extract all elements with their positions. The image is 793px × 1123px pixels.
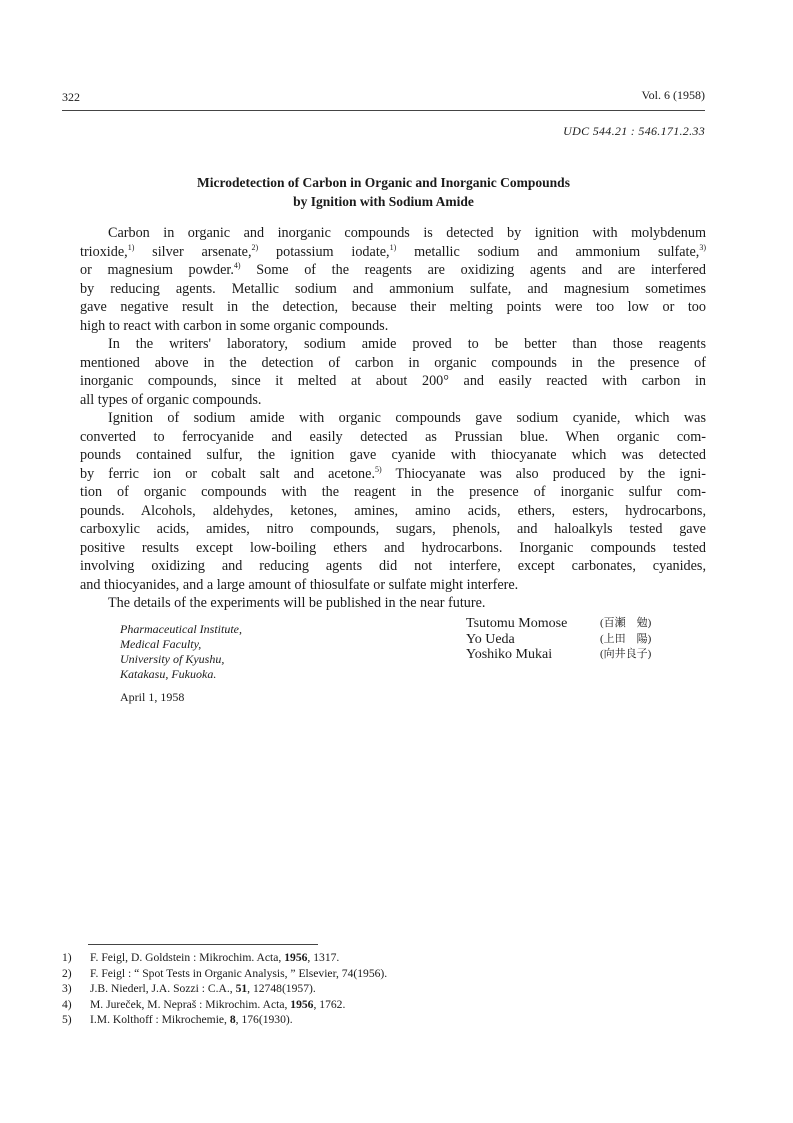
citation-ref: 5) [375,464,382,474]
author-name: Yo Ueda [466,631,515,647]
author-kanji: (向井良子) [600,648,652,660]
author-entry [466,647,652,663]
author-entry [466,616,652,632]
footnote: 1) F. Feigl, D. Goldstein : Mikrochim. Acta, 1956, 1317. [62,951,340,964]
body-line: by reducing agents. Metallic sodium and ammonium sulfate, and magnesium sometimes [80,280,706,297]
affiliation-line: Katakasu, Fukuoka. [120,667,217,681]
footnote-rule [88,944,318,945]
footnote-number: 4) [62,997,72,1011]
body-line: by ferric ion or cobalt salt and acetone.$^{5)}$ Thiocyanate was also produced by the igni- [80,464,706,482]
author-kanji: (上田 陽) [600,632,652,645]
citation-ref: 1) [389,242,397,252]
body-line: all types of organic compounds. [80,391,262,408]
author-name: Tsutomu Momose [466,616,568,631]
author-kanji: (百瀬 勉) [600,617,652,629]
affiliation-line: Medical Faculty, [120,637,202,651]
body-line: inorganic compounds, since it melted at about 200° and easily reacted with carbon in [80,373,706,389]
body-line: and thiocyanides, and a large amount of thiosulfate or sulfate might interfere. [80,576,519,593]
body-line: trioxide,$^{1)}$ silver arsenate,$^{2)}$ potassium iodate,$^{1)}$ metallic sodium and ammonium sulfate,$^{3)}$ [80,242,706,260]
body-line: gave negative result in the detection, because their melting points were too low or too [80,299,706,315]
body-line: In the writers' laboratory, sodium amide proved to be better than those reagents [108,336,706,352]
header-rule [62,110,705,111]
affiliation-line: University of Kyushu, [120,652,225,666]
received-date: April 1, 1958 [120,690,185,704]
body-line: pounds contained sulfur, the ignition gave cyanide with thiocyanate which was detected [80,447,706,463]
body-line: converted to ferrocyanide and easily detected as Prussian blue. When organic com- [80,428,706,445]
citation-ref: 3) [699,242,706,252]
author-entry [466,631,652,648]
body-line: pounds. Alcohols, aldehydes, ketones, amines, amino acids, ethers, esters, hydrocarbons, [80,502,706,519]
footnote: 4) M. Jureček, M. Nepraš : Mikrochim. Acta, 1956, 1762. [62,997,346,1011]
article-title [62,173,705,211]
body-line: tion of organic compounds with the reagent in the presence of inorganic sulfur com- [80,484,706,500]
udc-code: UDC 544.21 : 546.171.2.33 [563,124,705,138]
body-line: Ignition of sodium amide with organic compounds gave sodium cyanide, which was [108,410,706,426]
title-line-2: by Ignition with Sodium Amide [293,194,474,209]
body-line: or magnesium powder.$^{4)}$ Some of the reagents are oxidizing agents and are interfered [80,261,707,278]
body-line: high to react with carbon in some organic compounds. [80,317,389,334]
citation-ref: 4) [233,261,241,270]
footnote: 2) F. Feigl : “ Spot Tests in Organic Analysis, ” Elsevier, 74(1956). [62,966,388,980]
volume-label: Vol. 6 (1958) [641,88,705,102]
author-list [466,616,652,663]
title-line-1: Microdetection of Carbon in Organic and Inorganic Compounds [197,175,570,190]
footnote-number: 3) [62,982,72,995]
body-line: The details of the experiments will be published in the near future. [108,595,486,611]
affiliation-block [120,622,242,682]
footnote: 5) I.M. Kolthoff : Mikrochemie, 8, 176(1930). [62,1013,293,1026]
body-line: carboxylic acids, amides, nitro compounds, sugars, phenols, and haloalkyls tested gave [80,521,706,537]
footnote-number: 2) [62,966,72,980]
body-line: Carbon in organic and inorganic compounds is detected by ignition with molybdenum [108,225,706,241]
author-name: Yoshiko Mukai [466,647,553,662]
body-line: involving oxidizing and reducing agents did not interfere, except carbonates, cyanides, [80,558,706,574]
footnote-number: 5) [62,1013,72,1026]
body-line: mentioned above in the detection of carbon in organic compounds in the presence of [80,354,706,371]
page-number: 322 [62,90,80,104]
running-header [62,88,705,108]
footnote-number: 1) [62,951,72,964]
citation-ref: 1) [127,242,135,252]
article-body [80,224,706,613]
affiliation-line: Pharmaceutical Institute, [120,622,242,636]
footnote-list [62,950,387,1028]
footnote: 3) J.B. Niederl, J.A. Sozzi : C.A., 51, 12748(1957). [62,982,316,995]
citation-ref: 2) [251,242,259,252]
body-line: positive results except low-boiling ethers and hydrocarbons. Inorganic compounds tested [80,539,706,556]
